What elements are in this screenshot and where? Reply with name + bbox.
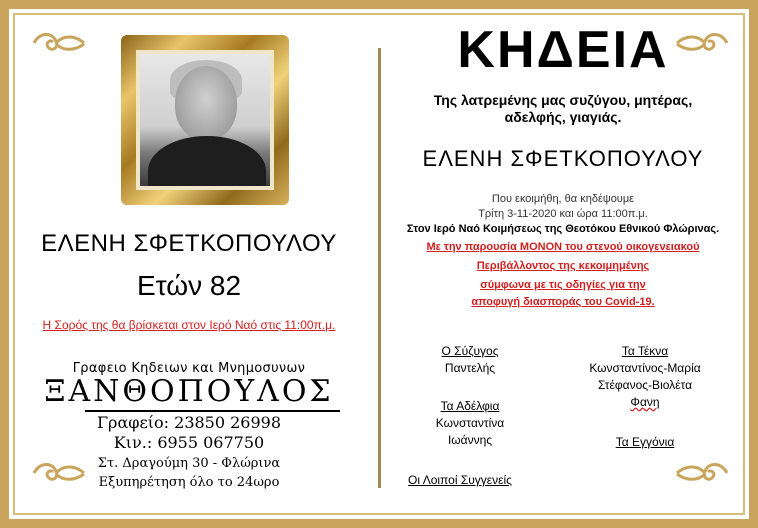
funeral-date-time: Τρίτη 3-11-2020 και ώρα 11:00π.μ.	[478, 208, 648, 220]
portrait-face	[175, 66, 237, 140]
portrait-body	[148, 136, 266, 186]
relative-name: Παντελής	[444, 361, 496, 375]
notice-headline: ΚΗΔΕΙΑ	[457, 21, 669, 79]
covid-notice-line: Περιβάλλοντος της κεκοιμημένης	[476, 260, 650, 272]
relatives-spouse	[405, 343, 535, 377]
funeral-info-line: Που εκοιμήθη, θα κηδέψουμε	[491, 193, 635, 205]
notice-subtitle	[381, 92, 745, 126]
portrait-photo	[140, 54, 270, 186]
covid-notice-line: αποφυγή διασποράς του Covid-19.	[471, 296, 655, 308]
agency-mobile-phone: Κιν.: 6955 067750	[113, 433, 265, 452]
relation-label: Ο Σύζυγος	[441, 344, 499, 358]
agency-title: Γραφειο Κηδειων και Μνημοσυνων	[72, 361, 306, 376]
relative-name: Στέφανος-Βιολέτα	[597, 378, 693, 392]
relatives-siblings	[405, 398, 535, 449]
agency-name-underline	[85, 410, 340, 412]
covid-notice-line: σύμφωνα με τις οδηγίες για την	[480, 279, 646, 291]
portrait-mat	[136, 50, 274, 190]
deceased-name: ΕΛΕΝΗ ΣΦΕΤΚΟΠΟΥΛΟΥ	[41, 230, 337, 257]
funeral-location: Στον Ιερό Ναό Κοιμήσεως της Θεοτόκου Εθνικού Φλώρινας.	[406, 223, 720, 235]
remains-notice: Η Σορός της θα βρίσκεται στον Ιερό Ναό στις 11:00π.μ.	[42, 318, 336, 332]
relation-label: Τα Αδέλφια	[440, 399, 500, 413]
subtitle-line: αδελφής, γιαγιάς.	[504, 109, 622, 125]
agency-office-phone: Γραφείο: 23850 26998	[96, 413, 282, 432]
relation-label: Τα Εγγόνια	[615, 435, 675, 449]
relation-label: Οι Λοιποί Συγγενείς	[408, 473, 512, 487]
relative-name: Φανη	[630, 395, 660, 409]
agency-name: ΞΑΝΘΟΠΟΥΛΟΣ	[44, 374, 334, 409]
relatives-others	[370, 472, 550, 489]
flourish-icon	[30, 30, 88, 56]
relative-name: Κωνσταντίνα	[435, 416, 505, 430]
relative-name: Ιωάννης	[447, 433, 493, 447]
relatives-children	[555, 343, 735, 411]
relatives-grandchildren	[570, 434, 720, 451]
flourish-icon	[673, 460, 731, 486]
agency-service-hours: Εξυπηρέτηση όλο το 24ωρο	[98, 475, 280, 490]
deceased-age: Ετών 82	[136, 270, 242, 301]
agency-address: Στ. Δραγούμη 30 - Φλώρινα	[97, 456, 281, 471]
portrait-frame	[121, 35, 289, 205]
covid-notice-line: Με την παρουσία ΜΟΝΟΝ του στενού οικογενειακού	[426, 241, 700, 253]
subtitle-line: Της λατρεμένης μας συζύγου, μητέρας,	[433, 92, 693, 108]
relative-name: Κωνσταντίνος-Μαρία	[589, 361, 701, 375]
deceased-name-heading: ΕΛΕΝΗ ΣΦΕΤΚΟΠΟΥΛΟΥ	[422, 146, 704, 171]
relation-label: Τα Τέκνα	[621, 344, 669, 358]
